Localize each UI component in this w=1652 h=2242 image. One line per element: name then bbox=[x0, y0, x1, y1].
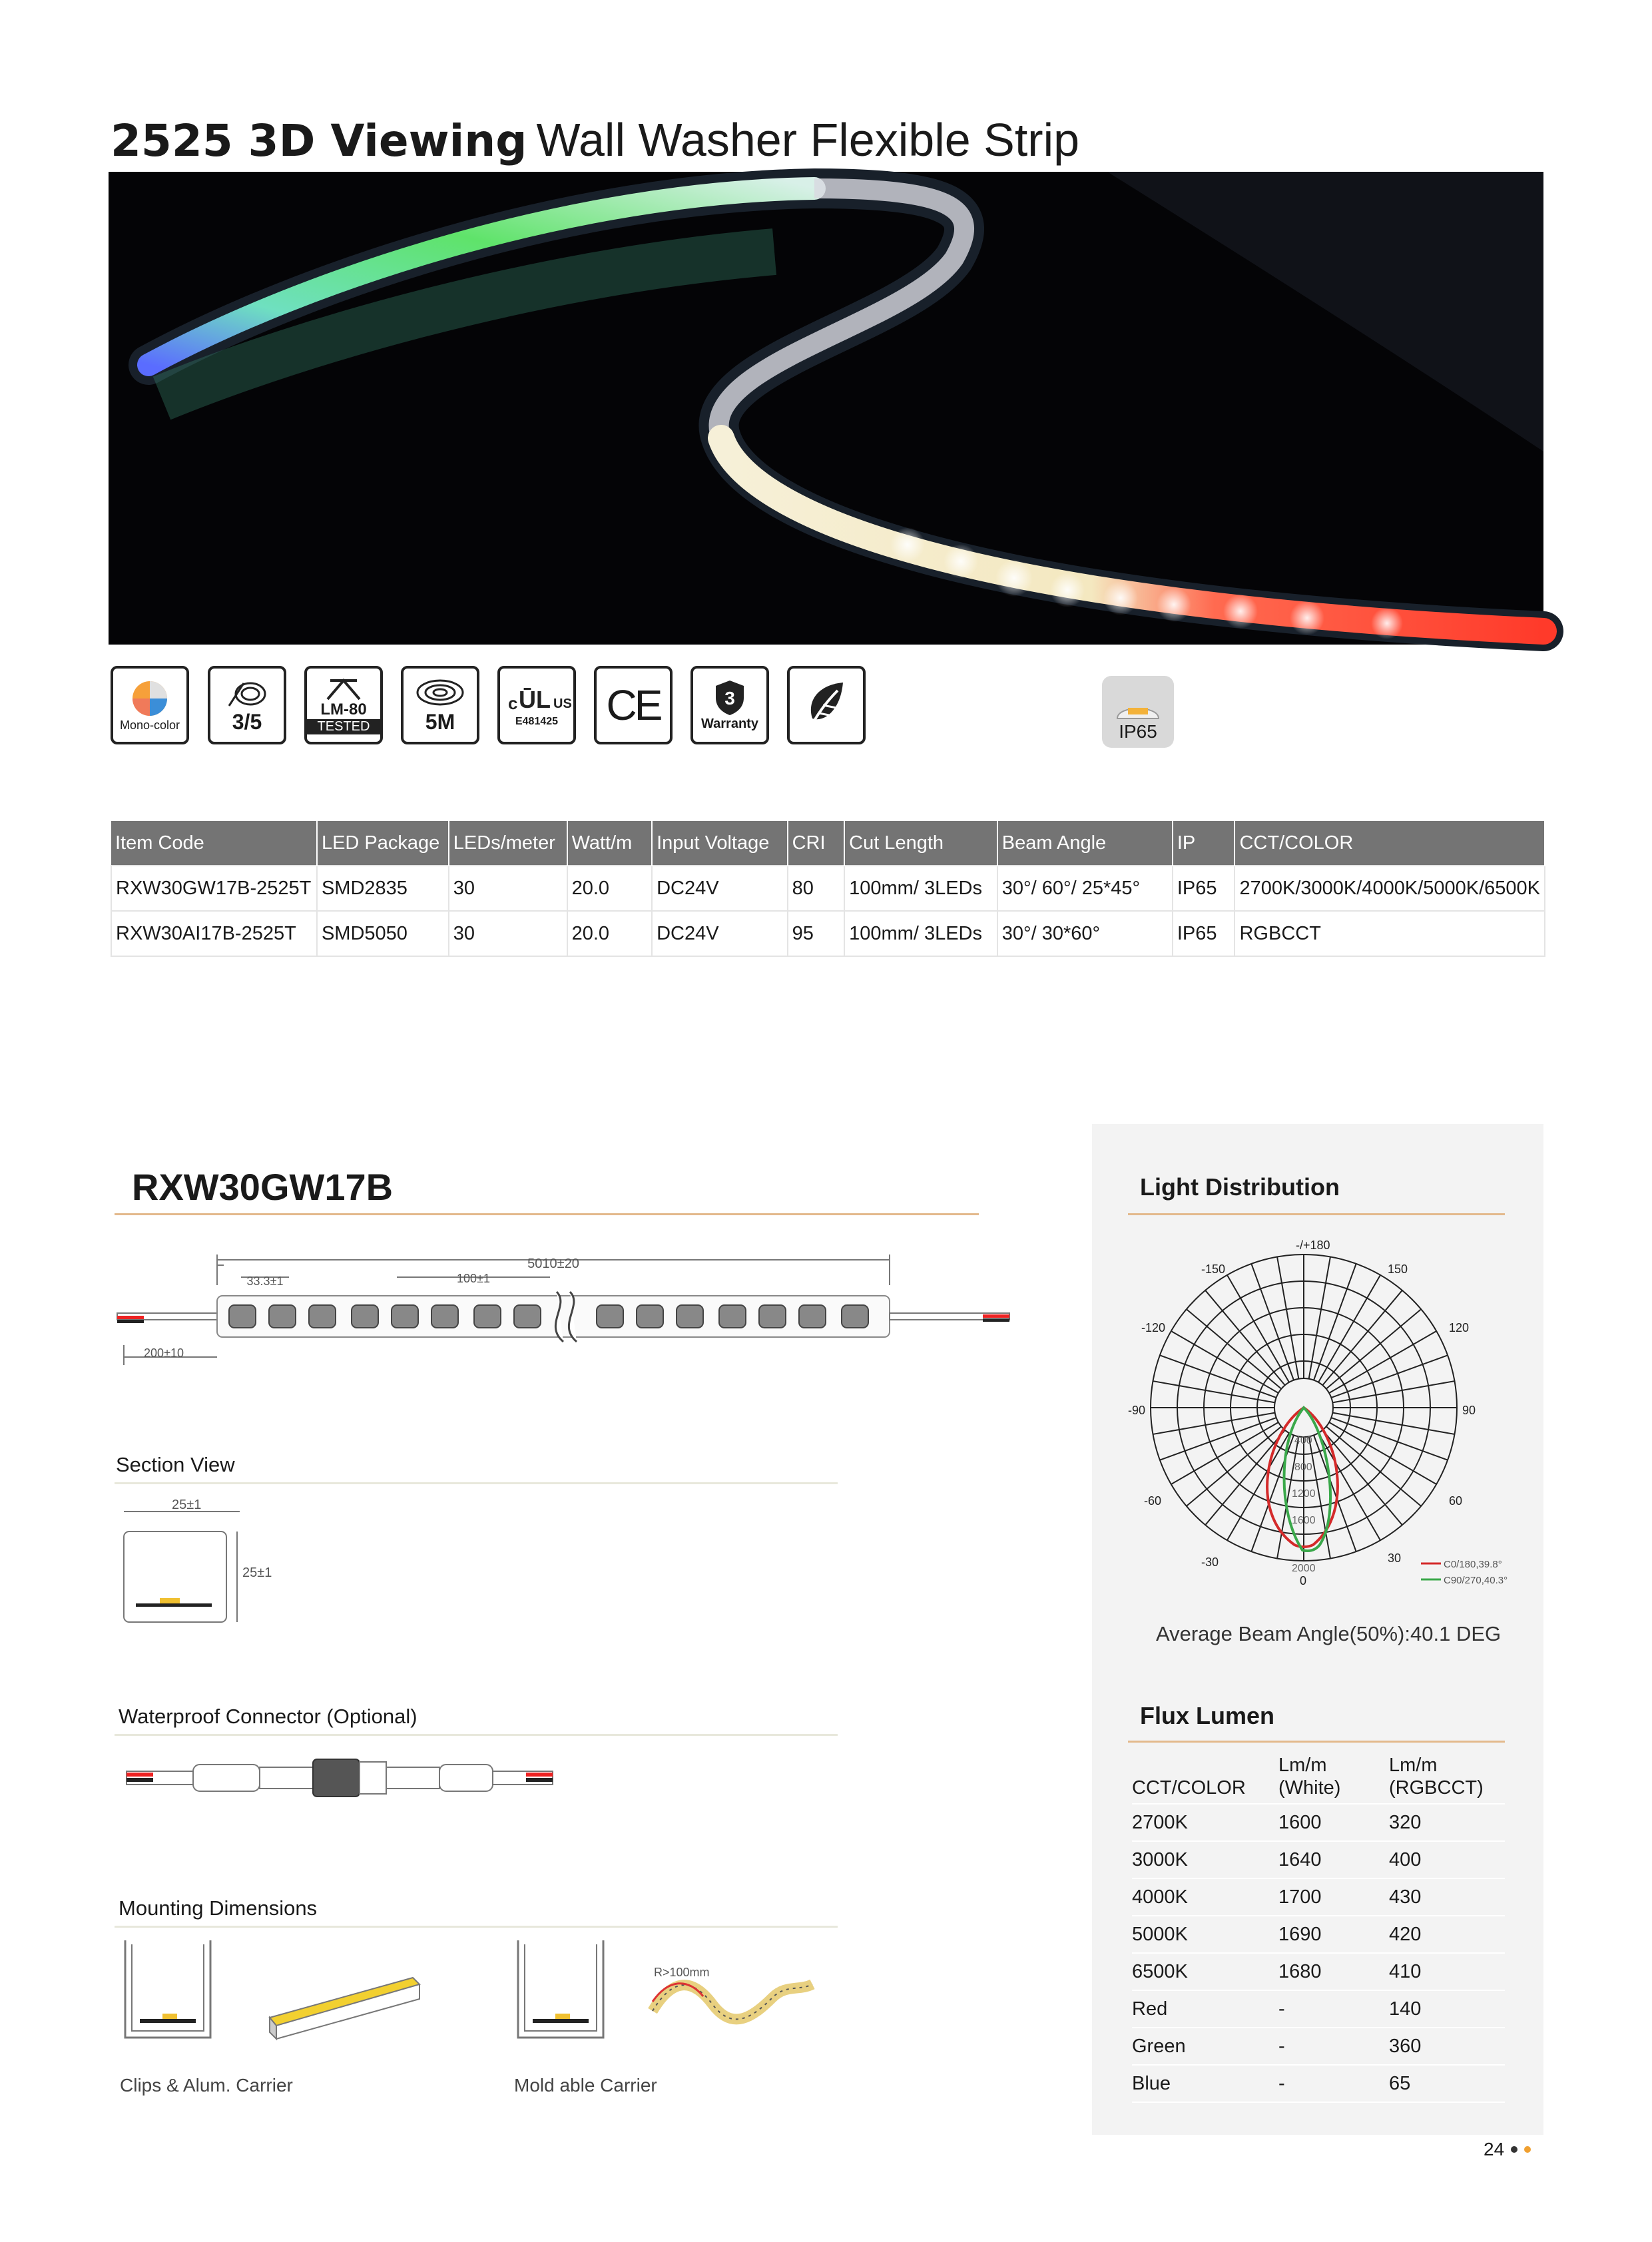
page-dot bbox=[1511, 2146, 1517, 2153]
table-cell: RXW30GW17B-2525T bbox=[111, 866, 317, 911]
polar-spoke bbox=[1309, 1257, 1330, 1378]
table-row bbox=[1132, 1804, 1505, 1841]
spec-col-header: Cut Length bbox=[844, 821, 997, 866]
table-cell: 2700K/3000K/4000K/5000K/6500K bbox=[1235, 866, 1545, 911]
table-cell: RGBCCT bbox=[1235, 911, 1545, 956]
title-light: Wall Washer Flexible Strip bbox=[536, 114, 1080, 166]
coil-cut-icon bbox=[208, 666, 286, 744]
model-title: RXW30GW17B bbox=[132, 1166, 394, 1208]
ip-housing-icon bbox=[1115, 699, 1161, 721]
flux-title: Flux Lumen bbox=[1140, 1702, 1275, 1729]
table-cell: 20.0 bbox=[567, 866, 653, 911]
ring-label: 1200 bbox=[1292, 1488, 1316, 1500]
legend-c0-label: C0/180,39.8° bbox=[1444, 1559, 1502, 1570]
polar-spoke bbox=[1331, 1355, 1448, 1398]
spec-col-header: CRI bbox=[788, 821, 845, 866]
angle-label: 0 bbox=[1300, 1574, 1307, 1587]
polar-chart bbox=[1128, 1232, 1508, 1608]
table-row bbox=[111, 911, 1545, 956]
badge-sub: TESTED bbox=[307, 719, 380, 734]
polar-spoke bbox=[1314, 1264, 1356, 1380]
flux-col-header-line: Lm/m bbox=[1389, 1755, 1438, 1776]
table-cell: 4000K bbox=[1132, 1878, 1278, 1916]
polar-spoke bbox=[1332, 1381, 1454, 1402]
flux-header-row bbox=[1132, 1751, 1505, 1804]
flux-col-header bbox=[1389, 1751, 1505, 1804]
angle-label: 30 bbox=[1388, 1551, 1402, 1565]
polar-spoke bbox=[1187, 1309, 1281, 1389]
polar-spoke bbox=[1153, 1413, 1274, 1434]
table-cell: 20.0 bbox=[567, 911, 653, 956]
clips-carrier-caption: Clips & Alum. Carrier bbox=[120, 2075, 293, 2096]
lm80-lamp-icon bbox=[304, 666, 383, 744]
flux-table bbox=[1132, 1751, 1505, 2103]
table-cell: DC24V bbox=[652, 911, 788, 956]
svg-text:c: c bbox=[508, 693, 518, 713]
table-cell: 1680 bbox=[1278, 1953, 1389, 1990]
polar-spoke bbox=[1227, 1275, 1289, 1382]
angle-label: -60 bbox=[1144, 1494, 1162, 1508]
table-cell: 30 bbox=[449, 911, 567, 956]
leaf-icon bbox=[787, 666, 866, 744]
spec-col-header: Watt/m bbox=[567, 821, 653, 866]
polar-spoke bbox=[1227, 1433, 1289, 1540]
hero-product-photo bbox=[109, 172, 1543, 645]
polar-spoke bbox=[1331, 1418, 1448, 1460]
section-view-drawing bbox=[120, 1498, 293, 1635]
table-cell: 30°/ 60°/ 25*45° bbox=[997, 866, 1173, 911]
warranty-years: 3 bbox=[724, 687, 735, 708]
flux-col-header bbox=[1132, 1751, 1278, 1804]
mounting-title: Mounting Dimensions bbox=[119, 1896, 318, 1920]
section-height-label: 25±1 bbox=[242, 1565, 272, 1580]
table-cell: RXW30AI17B-2525T bbox=[111, 911, 317, 956]
flux-col-header bbox=[1278, 1751, 1389, 1804]
table-row bbox=[1132, 1916, 1505, 1953]
table-row bbox=[1132, 1878, 1505, 1916]
dim-pitch2: 100±1 bbox=[457, 1272, 490, 1285]
table-cell: SMD2835 bbox=[317, 866, 449, 911]
badge-label: 3/5 bbox=[232, 709, 262, 734]
polar-spoke bbox=[1332, 1413, 1454, 1434]
spec-col-header: IP bbox=[1173, 821, 1235, 866]
spec-col-header: CCT/COLOR bbox=[1235, 821, 1545, 866]
table-cell: IP65 bbox=[1173, 866, 1235, 911]
table-row bbox=[1132, 1841, 1505, 1878]
table-cell: 100mm/ 3LEDs bbox=[844, 866, 997, 911]
table-cell: 140 bbox=[1389, 1990, 1505, 2028]
strip-dimension-drawing bbox=[111, 1245, 1016, 1382]
connector-title: Waterproof Connector (Optional) bbox=[119, 1705, 417, 1728]
badge-label: E481425 bbox=[515, 716, 559, 727]
polar-spoke bbox=[1160, 1355, 1276, 1398]
table-cell: 1690 bbox=[1278, 1916, 1389, 1953]
table-cell: 410 bbox=[1389, 1953, 1505, 1990]
table-cell: 95 bbox=[788, 911, 845, 956]
page-dot bbox=[1524, 2146, 1531, 2153]
table-row bbox=[1132, 1990, 1505, 2028]
polar-spoke bbox=[1160, 1418, 1276, 1460]
angle-label: -90 bbox=[1128, 1404, 1146, 1417]
polar-spoke bbox=[1277, 1257, 1298, 1378]
table-row bbox=[1132, 2028, 1505, 2065]
spec-col-header: Input Voltage bbox=[652, 821, 788, 866]
flux-col-header-line: CCT/COLOR bbox=[1132, 1777, 1246, 1799]
spec-header-row bbox=[111, 821, 1545, 866]
polar-spoke bbox=[1251, 1264, 1294, 1380]
polar-spoke bbox=[1329, 1331, 1436, 1393]
angle-label: 120 bbox=[1449, 1321, 1470, 1334]
flux-rule bbox=[1128, 1741, 1505, 1743]
dim-pitch1: 33.3±1 bbox=[246, 1274, 284, 1288]
polar-spoke bbox=[1326, 1309, 1421, 1389]
page-number-text: 24 bbox=[1484, 2139, 1505, 2159]
angle-label: 60 bbox=[1449, 1494, 1463, 1508]
polar-spoke bbox=[1153, 1381, 1274, 1402]
legend-c90-label: C90/270,40.3° bbox=[1444, 1575, 1508, 1586]
ring-label: 800 bbox=[1294, 1462, 1312, 1473]
angle-label: -30 bbox=[1201, 1555, 1219, 1569]
table-cell: 430 bbox=[1389, 1878, 1505, 1916]
connector-drawing bbox=[120, 1753, 559, 1809]
table-cell: DC24V bbox=[652, 866, 788, 911]
spec-col-header: Beam Angle bbox=[997, 821, 1173, 866]
bend-radius-label: R>100mm bbox=[654, 1966, 710, 1979]
badge-label: CE bbox=[606, 681, 661, 729]
polar-spoke bbox=[1318, 1275, 1380, 1382]
ip65-label: IP65 bbox=[1119, 721, 1157, 742]
polar-spoke bbox=[1314, 1435, 1356, 1551]
table-cell: 3000K bbox=[1132, 1841, 1278, 1878]
badge-label: 5M bbox=[425, 709, 455, 734]
ul-mark-icon bbox=[497, 666, 576, 744]
polar-spoke bbox=[1329, 1422, 1436, 1484]
angle-label: -150 bbox=[1201, 1262, 1226, 1276]
table-cell: 5000K bbox=[1132, 1916, 1278, 1953]
model-title-rule bbox=[115, 1213, 979, 1215]
table-cell: 360 bbox=[1389, 2028, 1505, 2065]
polar-spoke bbox=[1171, 1331, 1278, 1393]
angle-label: 90 bbox=[1462, 1404, 1476, 1417]
table-cell: 80 bbox=[788, 866, 845, 911]
beam-angle-text: Average Beam Angle(50%):40.1 DEG bbox=[1156, 1622, 1502, 1645]
table-cell: 30°/ 30*60° bbox=[997, 911, 1173, 956]
connector-rule bbox=[115, 1734, 838, 1736]
table-cell: 1640 bbox=[1278, 1841, 1389, 1878]
table-cell: - bbox=[1278, 2065, 1389, 2102]
dim-lead: 200±10 bbox=[144, 1346, 184, 1360]
table-row bbox=[1132, 1953, 1505, 1990]
badge-label: Mono-color bbox=[119, 718, 180, 732]
table-cell: SMD5050 bbox=[317, 911, 449, 956]
table-cell: IP65 bbox=[1173, 911, 1235, 956]
clips-carrier-drawing bbox=[120, 1938, 439, 2054]
table-cell: 100mm/ 3LEDs bbox=[844, 911, 997, 956]
page-title bbox=[111, 113, 1079, 166]
polar-spoke bbox=[1326, 1426, 1421, 1506]
svg-text:ŪL: ŪL bbox=[519, 686, 551, 713]
table-cell: 30 bbox=[449, 866, 567, 911]
flux-col-header-line: Lm/m bbox=[1278, 1755, 1327, 1776]
polar-spoke bbox=[1322, 1290, 1402, 1385]
warranty-shield-icon bbox=[690, 666, 769, 744]
table-row bbox=[1132, 2065, 1505, 2102]
table-cell: 320 bbox=[1389, 1804, 1505, 1841]
moldable-carrier-drawing bbox=[513, 1938, 832, 2054]
ce-mark-icon bbox=[594, 666, 673, 744]
mounting-rule bbox=[115, 1926, 838, 1928]
table-cell: Green bbox=[1132, 2028, 1278, 2065]
polar-spoke bbox=[1205, 1430, 1285, 1525]
table-cell: Red bbox=[1132, 1990, 1278, 2028]
svg-text:US: US bbox=[553, 697, 572, 711]
table-row bbox=[111, 866, 1545, 911]
section-width-label: 25±1 bbox=[172, 1498, 202, 1512]
color-wheel-icon bbox=[111, 666, 189, 744]
light-distribution-title: Light Distribution bbox=[1140, 1173, 1340, 1201]
spec-col-header: LEDs/meter bbox=[449, 821, 567, 866]
section-view-rule bbox=[115, 1482, 838, 1484]
table-cell: 400 bbox=[1389, 1841, 1505, 1878]
polar-spoke bbox=[1205, 1290, 1285, 1385]
badge-label: Warranty bbox=[701, 716, 758, 731]
ring-label: 1600 bbox=[1292, 1515, 1316, 1526]
table-cell: 65 bbox=[1389, 2065, 1505, 2102]
spec-table bbox=[111, 821, 1545, 957]
spec-col-header: LED Package bbox=[317, 821, 449, 866]
table-cell: 1700 bbox=[1278, 1878, 1389, 1916]
ip65-badge bbox=[1102, 676, 1174, 748]
angle-label: -/+180 bbox=[1296, 1239, 1330, 1252]
ring-label: 400 bbox=[1294, 1435, 1312, 1446]
flux-col-header-line: (White) bbox=[1278, 1777, 1341, 1799]
moldable-carrier-caption: Mold able Carrier bbox=[514, 2075, 657, 2096]
table-cell: - bbox=[1278, 2028, 1389, 2065]
reel-icon bbox=[401, 666, 479, 744]
angle-label: -120 bbox=[1141, 1321, 1166, 1334]
flux-col-header-line: (RGBCCT) bbox=[1389, 1777, 1484, 1799]
table-cell: - bbox=[1278, 1990, 1389, 2028]
table-cell: 6500K bbox=[1132, 1953, 1278, 1990]
dim-total: 5010±20 bbox=[527, 1257, 579, 1271]
badge-row bbox=[111, 666, 876, 752]
light-distribution-rule bbox=[1128, 1213, 1505, 1215]
badge-label: LM-80 bbox=[320, 700, 367, 718]
title-bold: 2525 3D Viewing bbox=[111, 115, 527, 166]
ring-label: 2000 bbox=[1292, 1563, 1316, 1574]
table-cell: 1600 bbox=[1278, 1804, 1389, 1841]
table-cell: 420 bbox=[1389, 1916, 1505, 1953]
angle-label: 150 bbox=[1388, 1262, 1408, 1276]
page-number bbox=[1484, 2139, 1531, 2160]
polar-spoke bbox=[1171, 1422, 1278, 1484]
spec-col-header: Item Code bbox=[111, 821, 317, 866]
table-cell: Blue bbox=[1132, 2065, 1278, 2102]
section-view-title: Section View bbox=[116, 1453, 235, 1476]
table-cell: 2700K bbox=[1132, 1804, 1278, 1841]
